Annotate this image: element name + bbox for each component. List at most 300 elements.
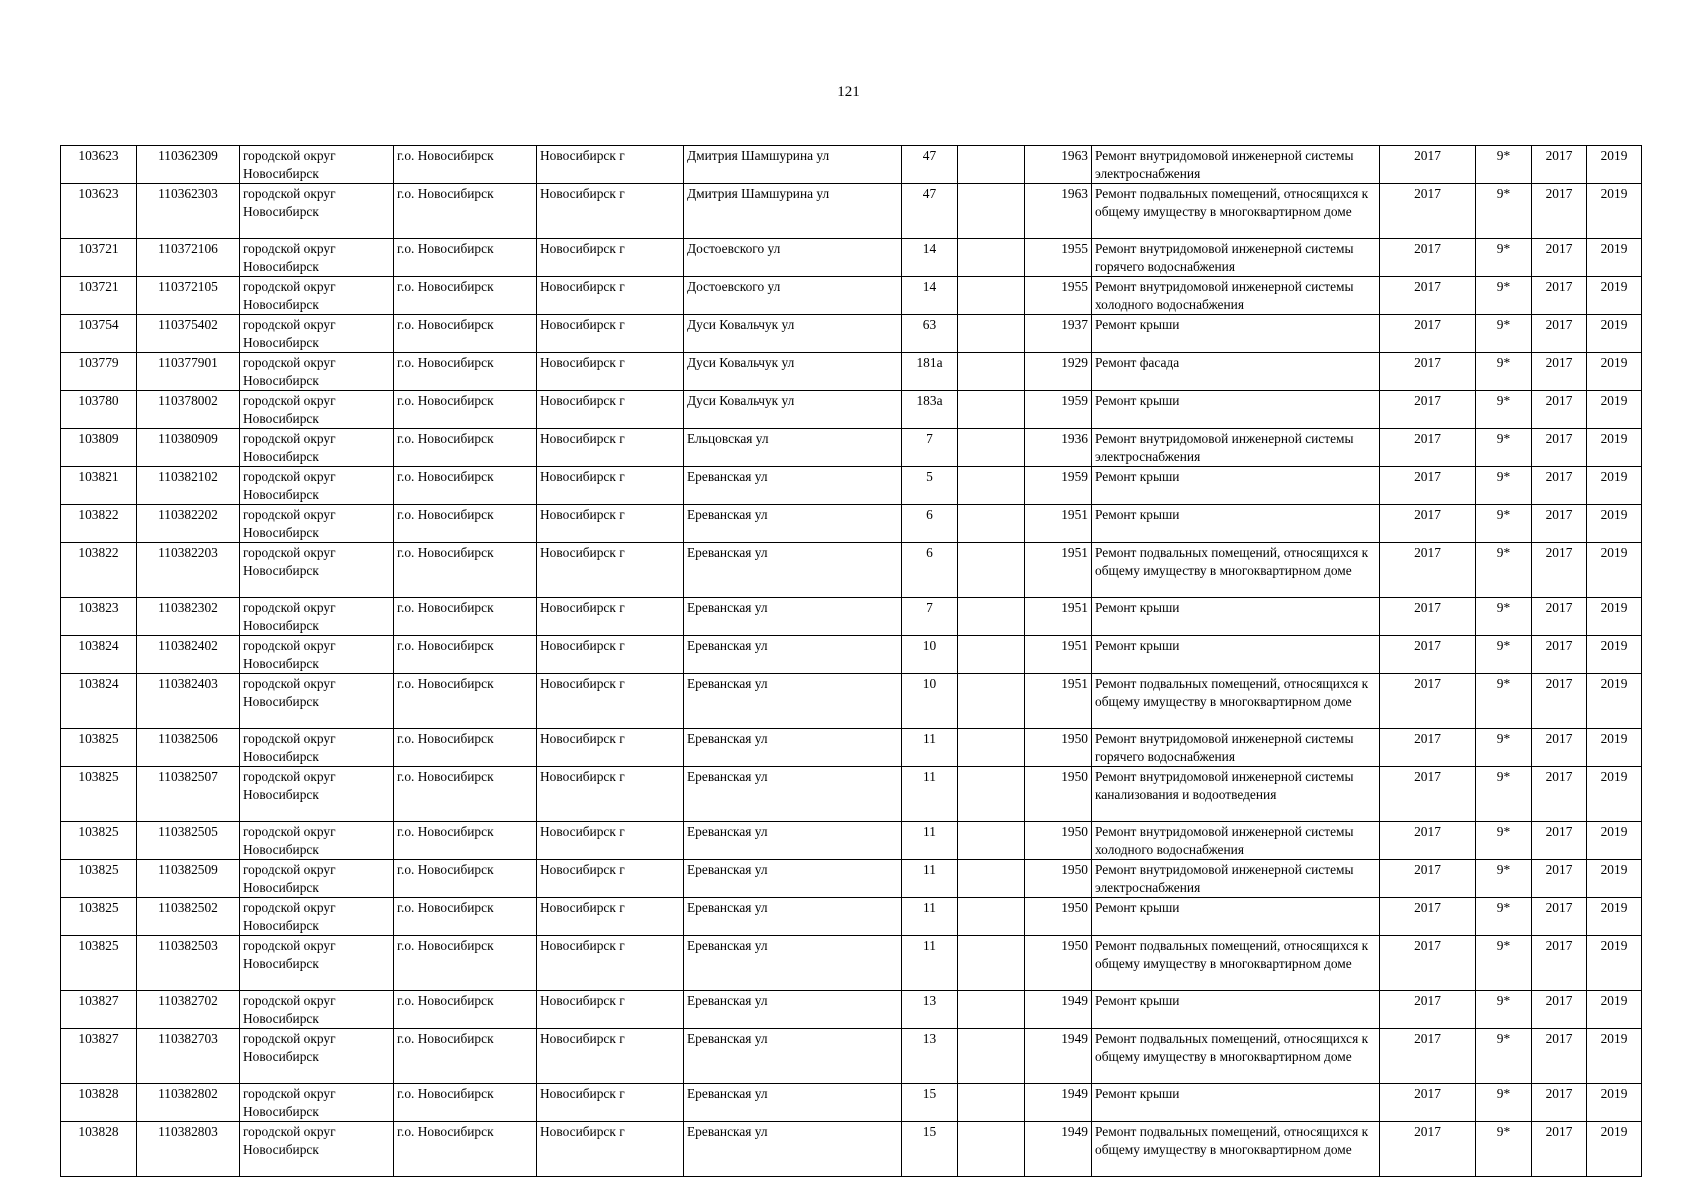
- locality-cell: Новосибирск г: [537, 936, 684, 991]
- district-cell: городской округ Новосибирск: [240, 391, 394, 429]
- work-type-cell: Ремонт крыши: [1092, 898, 1380, 936]
- street-cell: Дмитрия Шамшурина ул: [684, 146, 902, 184]
- district-cell: городской округ Новосибирск: [240, 277, 394, 315]
- house-number-cell: 11: [902, 936, 958, 991]
- work-code-cell: 110382507: [137, 767, 240, 822]
- locality-cell: Новосибирск г: [537, 505, 684, 543]
- table-row: [61, 636, 1642, 674]
- work-type-cell: Ремонт крыши: [1092, 991, 1380, 1029]
- house-number-cell: 15: [902, 1084, 958, 1122]
- building-cell: [958, 239, 1025, 277]
- note-cell: 9*: [1476, 467, 1532, 505]
- end-year-cell: 2019: [1587, 467, 1642, 505]
- start-year-cell: 2017: [1532, 822, 1587, 860]
- house-number-cell: 11: [902, 822, 958, 860]
- table-row: [61, 429, 1642, 467]
- note-cell: 9*: [1476, 860, 1532, 898]
- object-id-cell: 103754: [61, 315, 137, 353]
- house-number-cell: 15: [902, 1122, 958, 1177]
- work-code-cell: 110382802: [137, 1084, 240, 1122]
- object-id-cell: 103824: [61, 636, 137, 674]
- note-cell: 9*: [1476, 277, 1532, 315]
- street-cell: Ереванская ул: [684, 936, 902, 991]
- work-type-cell: Ремонт подвальных помещений, относящихся к общему имуществу в многоквартирном доме: [1092, 543, 1380, 598]
- municipality-cell: г.о. Новосибирск: [394, 1122, 537, 1177]
- year-built-cell: 1951: [1025, 598, 1092, 636]
- end-year-cell: 2019: [1587, 991, 1642, 1029]
- building-cell: [958, 898, 1025, 936]
- object-id-cell: 103822: [61, 505, 137, 543]
- end-year-cell: 2019: [1587, 353, 1642, 391]
- end-year-cell: 2019: [1587, 315, 1642, 353]
- work-type-cell: Ремонт крыши: [1092, 391, 1380, 429]
- table-row: [61, 860, 1642, 898]
- municipality-cell: г.о. Новосибирск: [394, 1029, 537, 1084]
- district-cell: городской округ Новосибирск: [240, 1084, 394, 1122]
- work-type-cell: Ремонт крыши: [1092, 1084, 1380, 1122]
- locality-cell: Новосибирск г: [537, 674, 684, 729]
- street-cell: Ереванская ул: [684, 1029, 902, 1084]
- note-cell: 9*: [1476, 315, 1532, 353]
- start-year-cell: 2017: [1532, 598, 1587, 636]
- repair-register-table: [60, 145, 1642, 1177]
- plan-year-cell: 2017: [1380, 391, 1476, 429]
- building-cell: [958, 598, 1025, 636]
- locality-cell: Новосибирск г: [537, 467, 684, 505]
- end-year-cell: 2019: [1587, 1122, 1642, 1177]
- municipality-cell: г.о. Новосибирск: [394, 505, 537, 543]
- locality-cell: Новосибирск г: [537, 391, 684, 429]
- end-year-cell: 2019: [1587, 1029, 1642, 1084]
- note-cell: 9*: [1476, 598, 1532, 636]
- municipality-cell: г.о. Новосибирск: [394, 277, 537, 315]
- year-built-cell: 1950: [1025, 936, 1092, 991]
- locality-cell: Новосибирск г: [537, 315, 684, 353]
- plan-year-cell: 2017: [1380, 1084, 1476, 1122]
- municipality-cell: г.о. Новосибирск: [394, 991, 537, 1029]
- municipality-cell: г.о. Новосибирск: [394, 898, 537, 936]
- work-type-cell: Ремонт внутридомовой инженерной системы электроснабжения: [1092, 429, 1380, 467]
- object-id-cell: 103623: [61, 184, 137, 239]
- year-built-cell: 1949: [1025, 1084, 1092, 1122]
- locality-cell: Новосибирск г: [537, 636, 684, 674]
- start-year-cell: 2017: [1532, 636, 1587, 674]
- municipality-cell: г.о. Новосибирск: [394, 674, 537, 729]
- note-cell: 9*: [1476, 822, 1532, 860]
- building-cell: [958, 277, 1025, 315]
- street-cell: Дуси Ковальчук ул: [684, 391, 902, 429]
- end-year-cell: 2019: [1587, 822, 1642, 860]
- start-year-cell: 2017: [1532, 505, 1587, 543]
- end-year-cell: 2019: [1587, 1084, 1642, 1122]
- street-cell: Ереванская ул: [684, 543, 902, 598]
- municipality-cell: г.о. Новосибирск: [394, 353, 537, 391]
- house-number-cell: 6: [902, 543, 958, 598]
- start-year-cell: 2017: [1532, 467, 1587, 505]
- work-type-cell: Ремонт подвальных помещений, относящихся к общему имуществу в многоквартирном доме: [1092, 1122, 1380, 1177]
- work-code-cell: 110382505: [137, 822, 240, 860]
- object-id-cell: 103825: [61, 936, 137, 991]
- building-cell: [958, 860, 1025, 898]
- year-built-cell: 1955: [1025, 277, 1092, 315]
- district-cell: городской округ Новосибирск: [240, 543, 394, 598]
- street-cell: Дуси Ковальчук ул: [684, 353, 902, 391]
- work-code-cell: 110362309: [137, 146, 240, 184]
- house-number-cell: 63: [902, 315, 958, 353]
- district-cell: городской округ Новосибирск: [240, 505, 394, 543]
- object-id-cell: 103825: [61, 767, 137, 822]
- table-row: [61, 767, 1642, 822]
- locality-cell: Новосибирск г: [537, 767, 684, 822]
- house-number-cell: 7: [902, 429, 958, 467]
- end-year-cell: 2019: [1587, 729, 1642, 767]
- street-cell: Ереванская ул: [684, 822, 902, 860]
- building-cell: [958, 636, 1025, 674]
- district-cell: городской округ Новосибирск: [240, 636, 394, 674]
- building-cell: [958, 467, 1025, 505]
- year-built-cell: 1949: [1025, 991, 1092, 1029]
- plan-year-cell: 2017: [1380, 860, 1476, 898]
- table-row: [61, 146, 1642, 184]
- building-cell: [958, 315, 1025, 353]
- start-year-cell: 2017: [1532, 936, 1587, 991]
- locality-cell: Новосибирск г: [537, 822, 684, 860]
- locality-cell: Новосибирск г: [537, 598, 684, 636]
- plan-year-cell: 2017: [1380, 822, 1476, 860]
- start-year-cell: 2017: [1532, 353, 1587, 391]
- plan-year-cell: 2017: [1380, 598, 1476, 636]
- street-cell: Ереванская ул: [684, 991, 902, 1029]
- table-row: [61, 598, 1642, 636]
- district-cell: городской округ Новосибирск: [240, 1122, 394, 1177]
- plan-year-cell: 2017: [1380, 1029, 1476, 1084]
- table-row: [61, 239, 1642, 277]
- end-year-cell: 2019: [1587, 543, 1642, 598]
- locality-cell: Новосибирск г: [537, 860, 684, 898]
- year-built-cell: 1959: [1025, 391, 1092, 429]
- building-cell: [958, 1029, 1025, 1084]
- municipality-cell: г.о. Новосибирск: [394, 860, 537, 898]
- plan-year-cell: 2017: [1380, 767, 1476, 822]
- plan-year-cell: 2017: [1380, 636, 1476, 674]
- object-id-cell: 103623: [61, 146, 137, 184]
- street-cell: Ереванская ул: [684, 505, 902, 543]
- work-type-cell: Ремонт внутридомовой инженерной системы горячего водоснабжения: [1092, 729, 1380, 767]
- table-row: [61, 1122, 1642, 1177]
- end-year-cell: 2019: [1587, 505, 1642, 543]
- end-year-cell: 2019: [1587, 898, 1642, 936]
- work-code-cell: 110382102: [137, 467, 240, 505]
- locality-cell: Новосибирск г: [537, 146, 684, 184]
- district-cell: городской округ Новосибирск: [240, 184, 394, 239]
- end-year-cell: 2019: [1587, 767, 1642, 822]
- end-year-cell: 2019: [1587, 429, 1642, 467]
- note-cell: 9*: [1476, 391, 1532, 429]
- note-cell: 9*: [1476, 353, 1532, 391]
- plan-year-cell: 2017: [1380, 277, 1476, 315]
- work-type-cell: Ремонт крыши: [1092, 598, 1380, 636]
- start-year-cell: 2017: [1532, 1084, 1587, 1122]
- building-cell: [958, 429, 1025, 467]
- work-type-cell: Ремонт внутридомовой инженерной системы электроснабжения: [1092, 146, 1380, 184]
- plan-year-cell: 2017: [1380, 991, 1476, 1029]
- municipality-cell: г.о. Новосибирск: [394, 184, 537, 239]
- year-built-cell: 1951: [1025, 636, 1092, 674]
- note-cell: 9*: [1476, 729, 1532, 767]
- district-cell: городской округ Новосибирск: [240, 936, 394, 991]
- municipality-cell: г.о. Новосибирск: [394, 146, 537, 184]
- plan-year-cell: 2017: [1380, 729, 1476, 767]
- work-code-cell: 110382803: [137, 1122, 240, 1177]
- end-year-cell: 2019: [1587, 674, 1642, 729]
- locality-cell: Новосибирск г: [537, 1084, 684, 1122]
- work-code-cell: 110382402: [137, 636, 240, 674]
- start-year-cell: 2017: [1532, 391, 1587, 429]
- house-number-cell: 13: [902, 991, 958, 1029]
- street-cell: Дуси Ковальчук ул: [684, 315, 902, 353]
- work-type-cell: Ремонт внутридомовой инженерной системы горячего водоснабжения: [1092, 239, 1380, 277]
- district-cell: городской округ Новосибирск: [240, 353, 394, 391]
- building-cell: [958, 543, 1025, 598]
- object-id-cell: 103823: [61, 598, 137, 636]
- street-cell: Ереванская ул: [684, 898, 902, 936]
- table-row: [61, 729, 1642, 767]
- building-cell: [958, 1084, 1025, 1122]
- locality-cell: Новосибирск г: [537, 543, 684, 598]
- table-row: [61, 467, 1642, 505]
- table-row: [61, 822, 1642, 860]
- year-built-cell: 1950: [1025, 767, 1092, 822]
- note-cell: 9*: [1476, 991, 1532, 1029]
- municipality-cell: г.о. Новосибирск: [394, 429, 537, 467]
- municipality-cell: г.о. Новосибирск: [394, 598, 537, 636]
- work-type-cell: Ремонт внутридомовой инженерной системы холодного водоснабжения: [1092, 277, 1380, 315]
- street-cell: Ереванская ул: [684, 1122, 902, 1177]
- plan-year-cell: 2017: [1380, 898, 1476, 936]
- start-year-cell: 2017: [1532, 729, 1587, 767]
- start-year-cell: 2017: [1532, 674, 1587, 729]
- table-row: [61, 1029, 1642, 1084]
- house-number-cell: 5: [902, 467, 958, 505]
- work-type-cell: Ремонт фасада: [1092, 353, 1380, 391]
- year-built-cell: 1949: [1025, 1122, 1092, 1177]
- work-code-cell: 110372106: [137, 239, 240, 277]
- street-cell: Дмитрия Шамшурина ул: [684, 184, 902, 239]
- start-year-cell: 2017: [1532, 1122, 1587, 1177]
- end-year-cell: 2019: [1587, 277, 1642, 315]
- street-cell: Ереванская ул: [684, 767, 902, 822]
- locality-cell: Новосибирск г: [537, 898, 684, 936]
- street-cell: Достоевского ул: [684, 239, 902, 277]
- end-year-cell: 2019: [1587, 636, 1642, 674]
- plan-year-cell: 2017: [1380, 239, 1476, 277]
- building-cell: [958, 936, 1025, 991]
- object-id-cell: 103809: [61, 429, 137, 467]
- house-number-cell: 183а: [902, 391, 958, 429]
- work-code-cell: 110382203: [137, 543, 240, 598]
- municipality-cell: г.о. Новосибирск: [394, 1084, 537, 1122]
- work-code-cell: 110378002: [137, 391, 240, 429]
- locality-cell: Новосибирск г: [537, 239, 684, 277]
- work-type-cell: Ремонт подвальных помещений, относящихся к общему имуществу в многоквартирном доме: [1092, 674, 1380, 729]
- object-id-cell: 103825: [61, 898, 137, 936]
- work-type-cell: Ремонт внутридомовой инженерной системы электроснабжения: [1092, 860, 1380, 898]
- note-cell: 9*: [1476, 1029, 1532, 1084]
- plan-year-cell: 2017: [1380, 1122, 1476, 1177]
- street-cell: Ереванская ул: [684, 729, 902, 767]
- end-year-cell: 2019: [1587, 391, 1642, 429]
- page-number: 121: [837, 84, 860, 100]
- work-code-cell: 110382703: [137, 1029, 240, 1084]
- municipality-cell: г.о. Новосибирск: [394, 543, 537, 598]
- object-id-cell: 103721: [61, 277, 137, 315]
- table-row: [61, 936, 1642, 991]
- plan-year-cell: 2017: [1380, 543, 1476, 598]
- work-code-cell: 110382509: [137, 860, 240, 898]
- building-cell: [958, 674, 1025, 729]
- table-row: [61, 505, 1642, 543]
- note-cell: 9*: [1476, 936, 1532, 991]
- plan-year-cell: 2017: [1380, 353, 1476, 391]
- end-year-cell: 2019: [1587, 598, 1642, 636]
- note-cell: 9*: [1476, 505, 1532, 543]
- year-built-cell: 1951: [1025, 543, 1092, 598]
- work-code-cell: 110382506: [137, 729, 240, 767]
- table-row: [61, 391, 1642, 429]
- work-type-cell: Ремонт подвальных помещений, относящихся к общему имуществу в многоквартирном доме: [1092, 936, 1380, 991]
- district-cell: городской округ Новосибирск: [240, 729, 394, 767]
- district-cell: городской округ Новосибирск: [240, 467, 394, 505]
- house-number-cell: 10: [902, 636, 958, 674]
- district-cell: городской округ Новосибирск: [240, 429, 394, 467]
- municipality-cell: г.о. Новосибирск: [394, 315, 537, 353]
- work-code-cell: 110382403: [137, 674, 240, 729]
- building-cell: [958, 146, 1025, 184]
- work-code-cell: 110362303: [137, 184, 240, 239]
- street-cell: Ереванская ул: [684, 598, 902, 636]
- street-cell: Ельцовская ул: [684, 429, 902, 467]
- start-year-cell: 2017: [1532, 146, 1587, 184]
- house-number-cell: 14: [902, 239, 958, 277]
- work-code-cell: 110382302: [137, 598, 240, 636]
- district-cell: городской округ Новосибирск: [240, 315, 394, 353]
- building-cell: [958, 1122, 1025, 1177]
- street-cell: Ереванская ул: [684, 860, 902, 898]
- year-built-cell: 1963: [1025, 146, 1092, 184]
- municipality-cell: г.о. Новосибирск: [394, 822, 537, 860]
- work-type-cell: Ремонт подвальных помещений, относящихся к общему имуществу в многоквартирном доме: [1092, 184, 1380, 239]
- house-number-cell: 10: [902, 674, 958, 729]
- table-row: [61, 898, 1642, 936]
- street-cell: Ереванская ул: [684, 467, 902, 505]
- table-row: [61, 674, 1642, 729]
- year-built-cell: 1936: [1025, 429, 1092, 467]
- object-id-cell: 103779: [61, 353, 137, 391]
- year-built-cell: 1929: [1025, 353, 1092, 391]
- building-cell: [958, 184, 1025, 239]
- plan-year-cell: 2017: [1380, 146, 1476, 184]
- object-id-cell: 103825: [61, 822, 137, 860]
- table-body: [61, 146, 1642, 1177]
- object-id-cell: 103780: [61, 391, 137, 429]
- note-cell: 9*: [1476, 429, 1532, 467]
- plan-year-cell: 2017: [1380, 936, 1476, 991]
- street-cell: Ереванская ул: [684, 1084, 902, 1122]
- district-cell: городской округ Новосибирск: [240, 598, 394, 636]
- work-type-cell: Ремонт внутридомовой инженерной системы холодного водоснабжения: [1092, 822, 1380, 860]
- work-code-cell: 110382503: [137, 936, 240, 991]
- locality-cell: Новосибирск г: [537, 991, 684, 1029]
- locality-cell: Новосибирск г: [537, 1122, 684, 1177]
- note-cell: 9*: [1476, 674, 1532, 729]
- year-built-cell: 1955: [1025, 239, 1092, 277]
- district-cell: городской округ Новосибирск: [240, 898, 394, 936]
- house-number-cell: 11: [902, 729, 958, 767]
- work-type-cell: Ремонт крыши: [1092, 315, 1380, 353]
- house-number-cell: 14: [902, 277, 958, 315]
- building-cell: [958, 505, 1025, 543]
- start-year-cell: 2017: [1532, 543, 1587, 598]
- year-built-cell: 1959: [1025, 467, 1092, 505]
- locality-cell: Новосибирск г: [537, 277, 684, 315]
- locality-cell: Новосибирск г: [537, 1029, 684, 1084]
- building-cell: [958, 767, 1025, 822]
- district-cell: городской округ Новосибирск: [240, 239, 394, 277]
- plan-year-cell: 2017: [1380, 505, 1476, 543]
- municipality-cell: г.о. Новосибирск: [394, 636, 537, 674]
- work-code-cell: 110375402: [137, 315, 240, 353]
- street-cell: Ереванская ул: [684, 636, 902, 674]
- building-cell: [958, 729, 1025, 767]
- year-built-cell: 1950: [1025, 898, 1092, 936]
- note-cell: 9*: [1476, 146, 1532, 184]
- district-cell: городской округ Новосибирск: [240, 146, 394, 184]
- work-type-cell: Ремонт крыши: [1092, 467, 1380, 505]
- year-built-cell: 1951: [1025, 674, 1092, 729]
- house-number-cell: 47: [902, 184, 958, 239]
- work-type-cell: Ремонт крыши: [1092, 636, 1380, 674]
- object-id-cell: 103827: [61, 1029, 137, 1084]
- municipality-cell: г.о. Новосибирск: [394, 391, 537, 429]
- plan-year-cell: 2017: [1380, 674, 1476, 729]
- object-id-cell: 103721: [61, 239, 137, 277]
- locality-cell: Новосибирск г: [537, 353, 684, 391]
- object-id-cell: 103825: [61, 860, 137, 898]
- house-number-cell: 11: [902, 860, 958, 898]
- locality-cell: Новосибирск г: [537, 729, 684, 767]
- object-id-cell: 103824: [61, 674, 137, 729]
- building-cell: [958, 822, 1025, 860]
- start-year-cell: 2017: [1532, 991, 1587, 1029]
- house-number-cell: 47: [902, 146, 958, 184]
- house-number-cell: 6: [902, 505, 958, 543]
- table-row: [61, 991, 1642, 1029]
- start-year-cell: 2017: [1532, 277, 1587, 315]
- table-row: [61, 315, 1642, 353]
- note-cell: 9*: [1476, 898, 1532, 936]
- object-id-cell: 103828: [61, 1084, 137, 1122]
- table-row: [61, 543, 1642, 598]
- table-row: [61, 353, 1642, 391]
- work-type-cell: Ремонт подвальных помещений, относящихся к общему имуществу в многоквартирном доме: [1092, 1029, 1380, 1084]
- start-year-cell: 2017: [1532, 767, 1587, 822]
- building-cell: [958, 991, 1025, 1029]
- end-year-cell: 2019: [1587, 146, 1642, 184]
- end-year-cell: 2019: [1587, 239, 1642, 277]
- district-cell: городской округ Новосибирск: [240, 1029, 394, 1084]
- house-number-cell: 181а: [902, 353, 958, 391]
- year-built-cell: 1950: [1025, 860, 1092, 898]
